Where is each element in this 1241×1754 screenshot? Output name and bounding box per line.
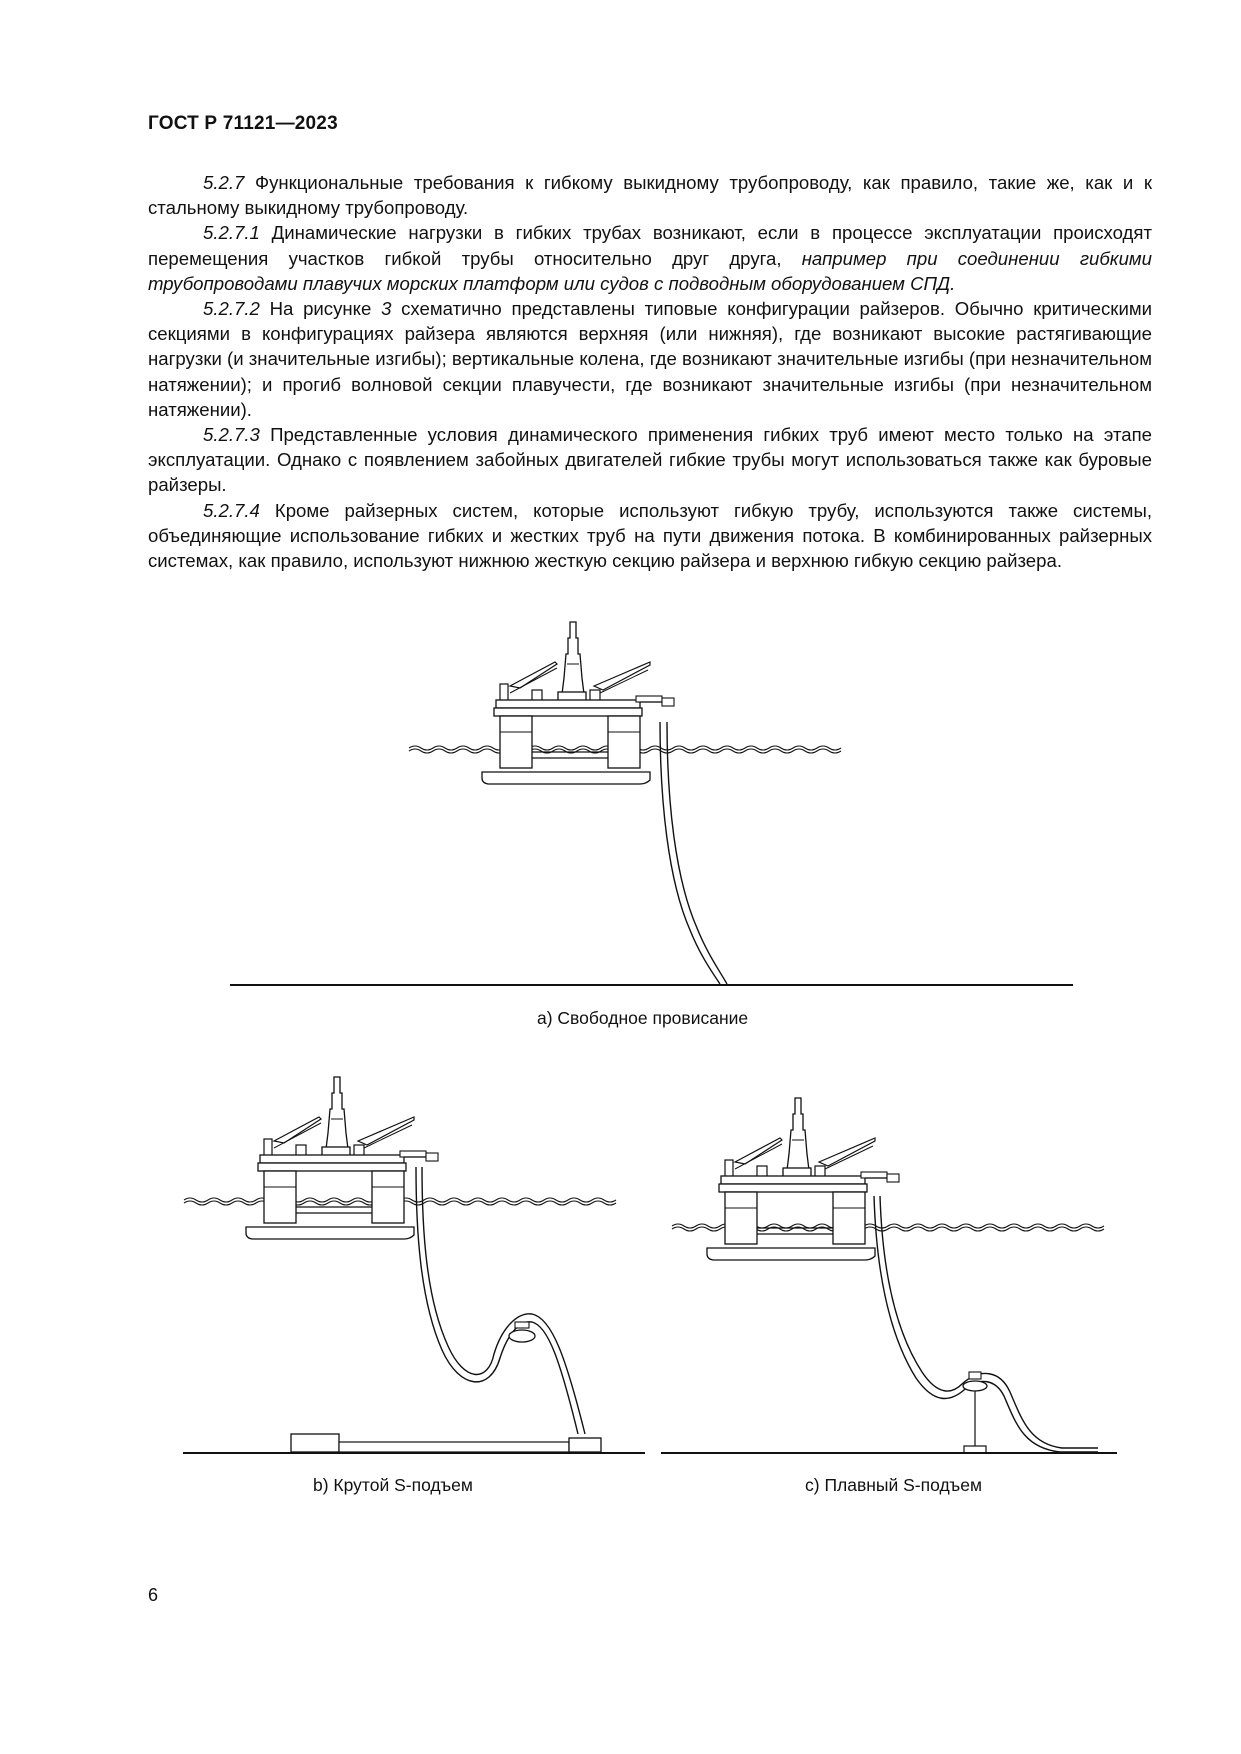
clause-number: 5.2.7 <box>203 172 245 193</box>
diagram-free-hanging <box>230 622 1073 985</box>
floating-platform <box>707 1098 899 1260</box>
floating-platform <box>246 1077 438 1239</box>
caption-b: b) Крутой S-подъем <box>313 1475 473 1495</box>
buoyancy-module <box>515 1322 529 1328</box>
paragraph-5-2-7-2: 5.2.7.2 На рисунке 3 схематично представлены типовые конфигурации райзеров. Обычно критическими секциями в конфигурациях райзера являются верхняя (или нижняя), где возникают высокие растягивающие нагрузки (и значительные изгибы); вертикальные колена, где возникают значительные изгибы (при незначительном натяжении); и прогиб волновой секции плавучести, где возникают значительные изгибы (при незначительном натяжении). <box>148 298 1152 420</box>
flexible-riser <box>880 1196 1098 1448</box>
flexible-riser <box>660 722 720 984</box>
clause-number: 5.2.7.4 <box>203 499 260 521</box>
clause-number: 5.2.7.2 <box>203 298 260 320</box>
buoyancy-module <box>969 1372 981 1379</box>
caption-c: c) Плавный S-подъем <box>805 1475 982 1495</box>
paragraph-5-2-7: 5.2.7 Функциональные требования к гибкому выкидному трубопроводу, как правило, такие же, как и к стальному выкидному трубопроводу. <box>148 172 1152 219</box>
flexible-riser <box>874 1196 1098 1452</box>
paragraph-5-2-7-1: 5.2.7.1 Динамические нагрузки в гибких трубах возникают, если в процессе эксплуатации происходят перемещения участков гибкой трубы относительно друг друга, например при соединении гибкими трубопроводами плавучих морских платформ или судов с подводным оборудованием СПД. <box>148 222 1152 294</box>
document-header: ГОСТ Р 71121—2023 <box>148 113 338 134</box>
page-number: 6 <box>148 1585 159 1605</box>
clause-number: 5.2.7.3 <box>203 424 260 446</box>
diagram-steep-s <box>183 1077 645 1453</box>
floating-platform <box>482 622 674 784</box>
diagram-lazy-s <box>661 1098 1117 1453</box>
buoyancy-module <box>963 1381 987 1391</box>
clause-number: 5.2.7.1 <box>203 222 260 244</box>
anchor-base <box>964 1446 986 1453</box>
paragraph-5-2-7-3: 5.2.7.3 Представленные условия динамического применения гибких труб имеют место только на этапе эксплуатации. Однако с появлением забойных двигателей гибкие трубы могут использоваться также как буровые райзеры. <box>148 424 1152 496</box>
flexible-riser <box>422 1167 585 1434</box>
caption-a: а) Свободное провисание <box>537 1008 749 1028</box>
paragraph-5-2-7-4: 5.2.7.4 Кроме райзерных систем, которые используют гибкую трубу, используются также системы, объединяющие использование гибких и жестких труб на пути движения потока. В комбинированных райзерных системах, как правило, используют нижнюю жесткую секцию райзера и верхнюю гибкую секцию райзера. <box>148 499 1152 572</box>
rigid-pipeline <box>339 1442 569 1452</box>
subsea-structure <box>291 1434 339 1452</box>
figure-reference[interactable]: 3 <box>381 298 392 320</box>
riser-base <box>569 1438 601 1452</box>
buoyancy-module <box>509 1330 535 1342</box>
flexible-riser <box>416 1167 578 1434</box>
